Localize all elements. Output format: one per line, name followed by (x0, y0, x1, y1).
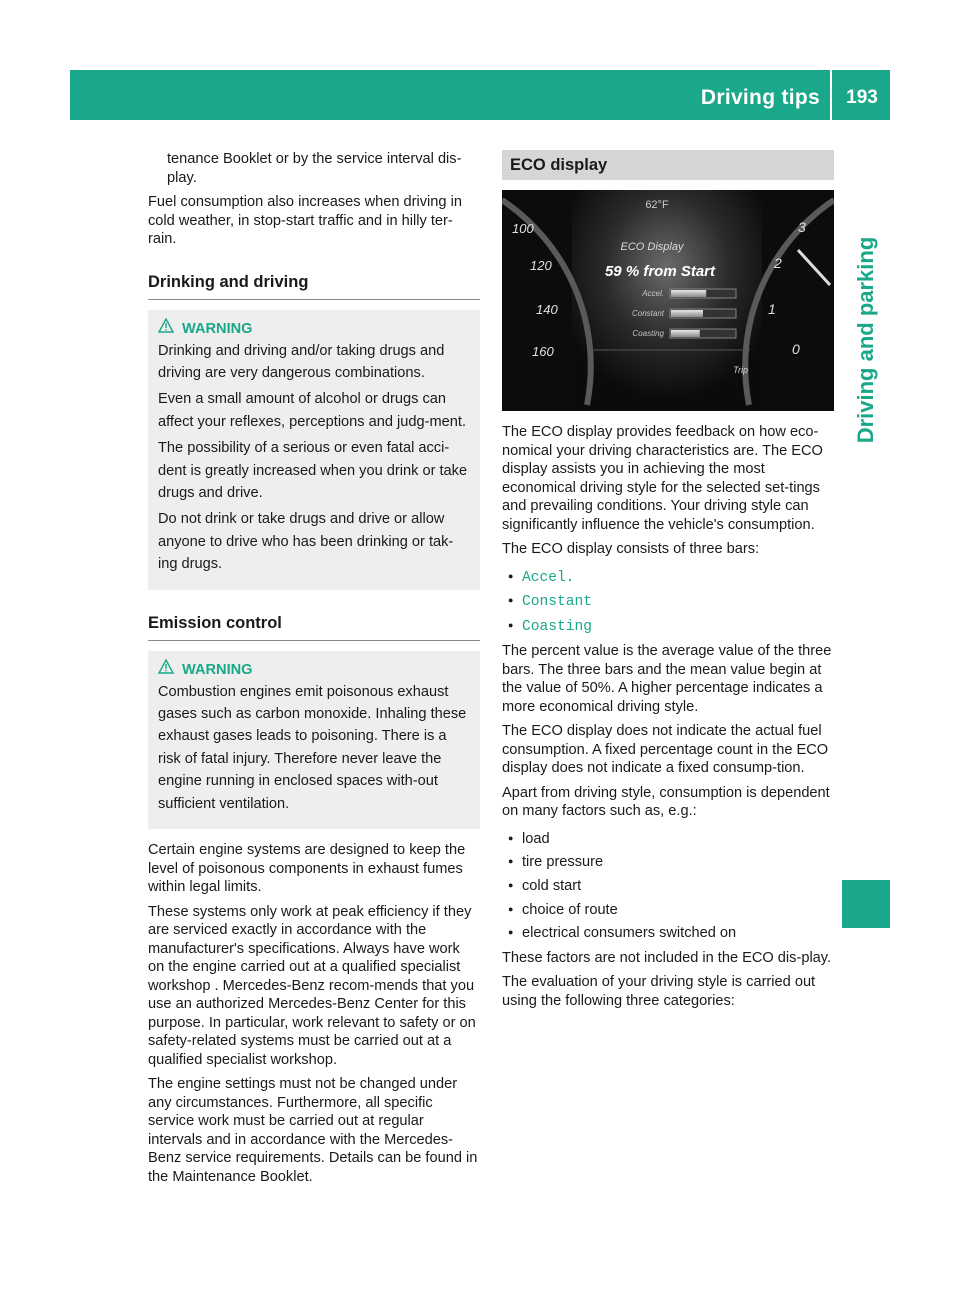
warning-heading (158, 659, 470, 681)
paragraph: The evaluation of your driving style is carried out using the following three categories: (502, 974, 816, 1009)
paragraph: Certain engine systems are designed to keep the level of poisonous components in exhaust fumes within legal limits. (148, 842, 466, 895)
list-item: ● cold start (502, 874, 834, 898)
chapter-marker (842, 880, 890, 928)
bullet-icon: ● (508, 903, 514, 914)
list-item: ● electrical consumers switched on (502, 921, 834, 945)
warning-label: WARNING (182, 661, 253, 678)
bullet-icon: ● (508, 619, 514, 630)
rpm-tick: 3 (798, 219, 806, 235)
chapter-tab[interactable] (842, 236, 890, 444)
list-item: ● Accel. (502, 565, 834, 590)
list-item: ● Constant (502, 589, 834, 614)
temperature-readout: 62°F (645, 199, 669, 211)
warning-text: Even a small amount of alcohol or drugs can affect your reflexes, perceptions and judg-ment. (158, 391, 466, 430)
section-title: Driving tips (700, 86, 820, 109)
bar-label: Coasting (632, 329, 664, 338)
left-column (148, 150, 480, 1192)
section-heading-emission: Emission control (148, 614, 480, 641)
speed-tick: 140 (536, 302, 558, 317)
warning-text: The possibility of a serious or even fatal acci-dent is greatly increased when you drink or take drugs and drive. (158, 440, 468, 501)
paragraph: The percent value is the average value of the three bars. The three bars and the mean value begin at the value of 50%. A higher percentage indicates a more economical driving style. (502, 643, 832, 715)
paragraph: These factors are not included in the ECO dis-play. (502, 949, 832, 966)
rpm-tick: 0 (792, 341, 800, 357)
bullet-icon: ● (508, 595, 514, 606)
coasting-bar-fill (671, 330, 700, 337)
paragraph: Apart from driving style, consumption is dependent on many factors such as, e.g.: (502, 784, 830, 820)
paragraph: The engine settings must not be changed under any circumstances. Furthermore, all specific service work must be carried out at regular intervals and in accordance with the Mercedes-Benz service requirements. Details can be found in the Maintenance Booklet. (148, 1076, 478, 1185)
warning-heading (158, 318, 470, 340)
warning-box (148, 651, 480, 829)
eco-percentage: 59 % from Start (604, 263, 716, 280)
warning-triangle-icon (158, 659, 174, 681)
bullet-icon: ● (508, 879, 514, 890)
bullet-icon: ● (508, 832, 514, 843)
list-item: ● load (502, 827, 834, 851)
warning-box (148, 310, 480, 590)
speed-tick: 120 (530, 258, 552, 273)
bar-label: Accel. (642, 289, 664, 298)
eco-bars-list (502, 565, 834, 639)
section-heading-drinking: Drinking and driving (148, 273, 480, 300)
center-screen (572, 190, 762, 411)
right-column (502, 150, 834, 1016)
paragraph: The ECO display consists of three bars: (502, 541, 760, 557)
paragraph: tenance Booklet or by the service interval dis-play. (167, 151, 462, 186)
list-item: ● Coasting (502, 614, 834, 639)
bullet-icon: ● (508, 570, 514, 581)
page-number: 193 (846, 87, 878, 108)
warning-text: Do not drink or take drugs and drive or allow anyone to drive who has been drinking or tak-ing drugs. (158, 511, 454, 573)
speed-tick: 160 (532, 344, 554, 359)
bullet-icon: ● (508, 927, 514, 938)
list-item: ● tire pressure (502, 850, 834, 874)
section-heading-eco: ECO display (502, 150, 834, 180)
bullet-icon: ● (508, 856, 514, 867)
warning-label: WARNING (182, 320, 253, 337)
paragraph: The ECO display provides feedback on how eco-nomical your driving characteristics are. The ECO display assists you in achieving the most economical driving style for the selected set-tings and prevailing conditions. Your driving style can significantly influence the vehicle's consumption. (502, 424, 823, 533)
trip-label: Trip (733, 365, 748, 375)
warning-text: Combustion engines emit poisonous exhaust gases such as carbon monoxide. Inhaling these exhaust gases leads to poisoning. There is a risk of fatal injury. Therefore never leave the engine running in enclosed spaces with-out sufficient ventilation. (158, 683, 467, 812)
rpm-tick: 1 (768, 301, 776, 317)
chapter-tab-label: Driving and parking (853, 236, 878, 444)
speed-tick: 100 (512, 221, 534, 236)
paragraph: These systems only work at peak efficiency if they are serviced exactly in accordance with the manufacturer's specifications. Always have work on the engine carried out at a qualified specialist workshop . Mercedes-Benz recom-mends that you use an authorized Mercedes-Benz Center for this purpose. In particular, work relevant to safety or on safety-related systems must be carried out at a qualified specialist workshop. (148, 903, 476, 1068)
accel-bar-fill (671, 290, 706, 297)
page-header (70, 70, 890, 120)
constant-bar-fill (671, 310, 703, 317)
paragraph: Fuel consumption also increases when driving in cold weather, in stop-start traffic and in hilly ter-rain. (148, 194, 462, 247)
eco-display-title: ECO Display (620, 241, 684, 253)
paragraph: The ECO display does not indicate the actual fuel consumption. A fixed percentage count in the ECO display does not indicate a fixed consump-tion. (502, 723, 829, 777)
bar-label: Constant (631, 309, 664, 318)
header-divider (830, 70, 832, 120)
warning-text: Drinking and driving and/or taking drugs and driving are very dangerous combinations. (158, 342, 445, 381)
rpm-tick: 2 (774, 255, 782, 271)
list-item: ● choice of route (502, 898, 834, 922)
factors-list (502, 827, 834, 945)
warning-triangle-icon (158, 318, 174, 340)
eco-display-photo (502, 190, 834, 411)
